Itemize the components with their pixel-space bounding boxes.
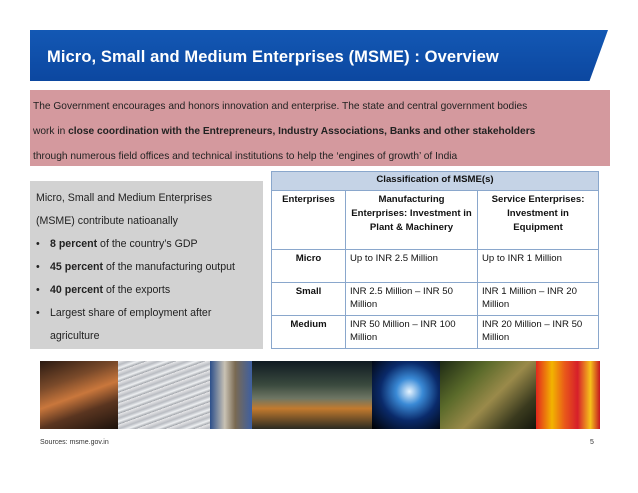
header-enterprises: Enterprises [272,191,346,250]
cell-manufacturing: INR 2.5 Million – INR 50 Million [346,283,478,316]
header-service: Service Enterprises: Investment in Equipment [478,191,599,250]
table-header-row [272,191,599,250]
photo-colored-bottles [536,361,600,429]
bullet-manufacturing [36,256,263,279]
bullet-symbol: • [36,307,40,319]
bullet-bold: 45 percent [50,261,103,273]
row-label: Medium [272,316,346,349]
bullet-symbol: • [36,284,40,296]
bullet-symbol: • [36,238,40,250]
bullet-bold: 40 percent [50,284,103,296]
table-row [272,316,599,349]
bullet-exports [36,279,263,302]
photo-steel-coils [40,361,118,429]
bullet-text [50,233,198,256]
cell-service: INR 1 Million – INR 20 Million [478,283,599,316]
cell-service: Up to INR 1 Million [478,250,599,283]
slide-title: Micro, Small and Medium Enterprises (MSME) : Overview [47,48,499,66]
contribution-intro-2: (MSME) contribute natioanally [36,215,178,227]
bullet-employment-cont [36,325,263,348]
table-caption-row [272,172,599,191]
table-row [272,250,599,283]
intro-line-2 [33,119,606,144]
header-manufacturing: Manufacturing Enterprises: Investment in Plant & Machinery [346,191,478,250]
bullet-rest: of the exports [103,284,171,296]
intro-line-3: through numerous field offices and technical institutions to help the ‘engines of growth’ of India [33,151,458,162]
source-note: Sources: msme.gov.in [40,439,109,446]
contribution-intro-1: Micro, Small and Medium Enterprises [36,192,213,204]
bullet-bold: 8 percent [50,238,98,250]
intro-line-2-bold: close coordination with the Entrepreneurs, Industry Associations, Banks and other stakeholders [68,126,536,137]
photo-metal-pipes [118,361,210,429]
bullet-text [50,256,235,279]
bullet-employment [36,302,263,325]
classification-table [271,171,599,349]
photo-food-processing [440,361,536,429]
photo-diamond [372,361,440,429]
bullet-rest: of the country’s GDP [97,238,198,250]
bullet-gdp [36,233,263,256]
table-caption: Classification of MSME(s) [272,172,599,191]
contribution-box [30,181,263,349]
row-label: Small [272,283,346,316]
intro-box [30,90,610,166]
intro-line-2-prefix: work in [33,126,69,137]
intro-line-1: The Government encourages and honors innovation and enterprise. The state and central government bodies [33,101,528,112]
classification-table-wrap [271,171,598,349]
photo-textile-fabric [210,361,252,429]
table-row [272,283,599,316]
page-number: 5 [590,439,594,446]
cell-service: INR 20 Million – INR 50 Million [478,316,599,349]
industry-photo-strip [40,361,600,429]
cell-manufacturing: INR 50 Million – INR 100 Million [346,316,478,349]
row-label: Micro [272,250,346,283]
bullet-symbol: • [36,261,40,273]
bullet-text [50,279,170,302]
bullet-rest: of the manufacturing output [103,261,235,273]
bullet-rest: Largest share of employment after [50,307,212,319]
bullet-continuation: agriculture [50,330,100,342]
cell-manufacturing: Up to INR 2.5 Million [346,250,478,283]
photo-factory-floor [252,361,372,429]
